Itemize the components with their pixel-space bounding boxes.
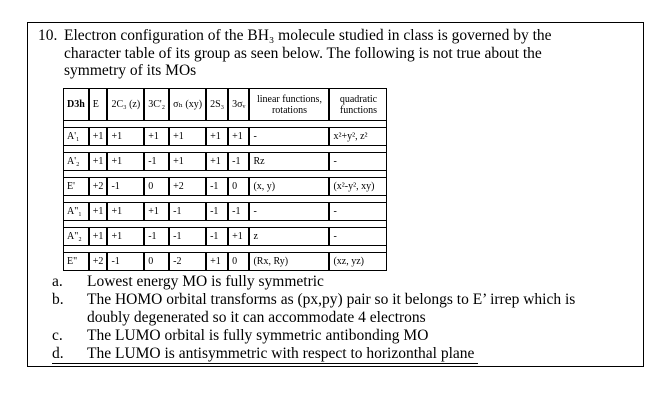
irrep-cell: A'₂	[63, 152, 89, 171]
linear-cell: z	[249, 227, 329, 246]
table-row	[63, 227, 387, 246]
linear-cell: (Rx, Ry)	[249, 252, 329, 271]
char-cell: +1	[144, 202, 169, 221]
char-cell: +2	[89, 177, 108, 196]
char-cell: -1	[228, 152, 249, 171]
char-cell: +1	[228, 227, 249, 246]
irrep-cell: A"₁	[63, 202, 89, 221]
char-cell: +2	[169, 177, 206, 196]
linear-cell: (x, y)	[249, 177, 329, 196]
table-header-row	[63, 88, 387, 121]
char-cell: +1	[107, 152, 144, 171]
char-cell: 0	[144, 252, 169, 271]
quadratic-cell: x²+y², z²	[329, 127, 387, 146]
char-cell: -1	[206, 227, 228, 246]
linear-cell: -	[249, 202, 329, 221]
answer-label: c.	[52, 327, 63, 344]
quadratic-cell: -	[329, 227, 387, 246]
header-cell: 2S₃	[206, 88, 228, 121]
header-cell: 3C'₂	[144, 88, 169, 121]
answer-list	[52, 273, 612, 364]
answer-text: The LUMO orbital is fully symmetric antibonding MO	[87, 327, 429, 344]
answer-label: b.	[52, 291, 64, 308]
quadratic-cell: (x²-y², xy)	[329, 177, 387, 196]
char-cell: +1	[89, 127, 108, 146]
quadratic-cell: -	[329, 152, 387, 171]
irrep-cell: A"₂	[63, 227, 89, 246]
char-cell: +1	[169, 152, 206, 171]
answer-label: d.	[52, 345, 64, 362]
char-cell: +1	[206, 252, 228, 271]
char-cell: +1	[144, 127, 169, 146]
table-row	[63, 252, 387, 271]
char-cell: +1	[89, 202, 108, 221]
char-cell: -1	[144, 152, 169, 171]
table-row	[63, 127, 387, 146]
char-cell: -1	[144, 227, 169, 246]
question-number: 10.	[38, 27, 58, 44]
char-cell: -1	[228, 202, 249, 221]
char-cell: +1	[206, 152, 228, 171]
char-cell: -1	[206, 202, 228, 221]
char-cell: +1	[206, 127, 228, 146]
answer-option[interactable]	[52, 345, 478, 364]
answer-option[interactable]	[52, 327, 612, 345]
char-cell: +1	[228, 127, 249, 146]
char-cell: +1	[107, 202, 144, 221]
char-cell: +1	[89, 152, 108, 171]
irrep-cell: A'₁	[63, 127, 89, 146]
linear-cell: Rz	[249, 152, 329, 171]
char-cell: 0	[144, 177, 169, 196]
answer-text: The HOMO orbital transforms as (px,py) pair so it belongs to E’ irrep which is doubly degenerated so it can accommodate 4 electrons	[87, 291, 576, 326]
answer-text: Lowest energy MO is fully symmetric	[87, 273, 324, 290]
header-cell: linear functions, rotations	[249, 88, 329, 121]
question-text: Electron configuration of the BH₃ molecule studied in class is governed by the character table of its group as seen below. The following is not true about the symmetry of its MOs	[64, 27, 552, 79]
answer-option[interactable]	[52, 273, 612, 291]
char-cell: 0	[228, 177, 249, 196]
header-cell: σₕ (xy)	[169, 88, 206, 121]
linear-cell: -	[249, 127, 329, 146]
irrep-cell: E"	[63, 252, 89, 271]
char-cell: +2	[89, 252, 108, 271]
table-row	[63, 202, 387, 221]
char-cell: +1	[169, 127, 206, 146]
table-row	[63, 177, 387, 196]
character-table	[63, 88, 387, 271]
char-cell: -1	[169, 202, 206, 221]
question	[38, 27, 598, 80]
char-cell: +1	[107, 127, 144, 146]
table-row	[63, 152, 387, 171]
char-cell: +1	[107, 227, 144, 246]
group-label: D3h	[63, 88, 89, 121]
quadratic-cell: (xz, yz)	[329, 252, 387, 271]
answer-label: a.	[52, 273, 63, 290]
header-cell: E	[89, 88, 108, 121]
char-cell: -1	[107, 177, 144, 196]
header-cell: 2C₃ (z)	[107, 88, 144, 121]
char-cell: -1	[107, 252, 144, 271]
char-cell: +1	[89, 227, 108, 246]
quadratic-cell: -	[329, 202, 387, 221]
header-cell: quadratic functions	[329, 88, 387, 121]
header-cell: 3σᵥ	[228, 88, 249, 121]
char-cell: -1	[169, 227, 206, 246]
answer-option[interactable]	[52, 291, 612, 327]
irrep-cell: E'	[63, 177, 89, 196]
char-cell: -1	[206, 177, 228, 196]
char-cell: 0	[228, 252, 249, 271]
char-cell: -2	[169, 252, 206, 271]
answer-text: The LUMO is antisymmetric with respect to horizonthal plane	[87, 345, 475, 362]
